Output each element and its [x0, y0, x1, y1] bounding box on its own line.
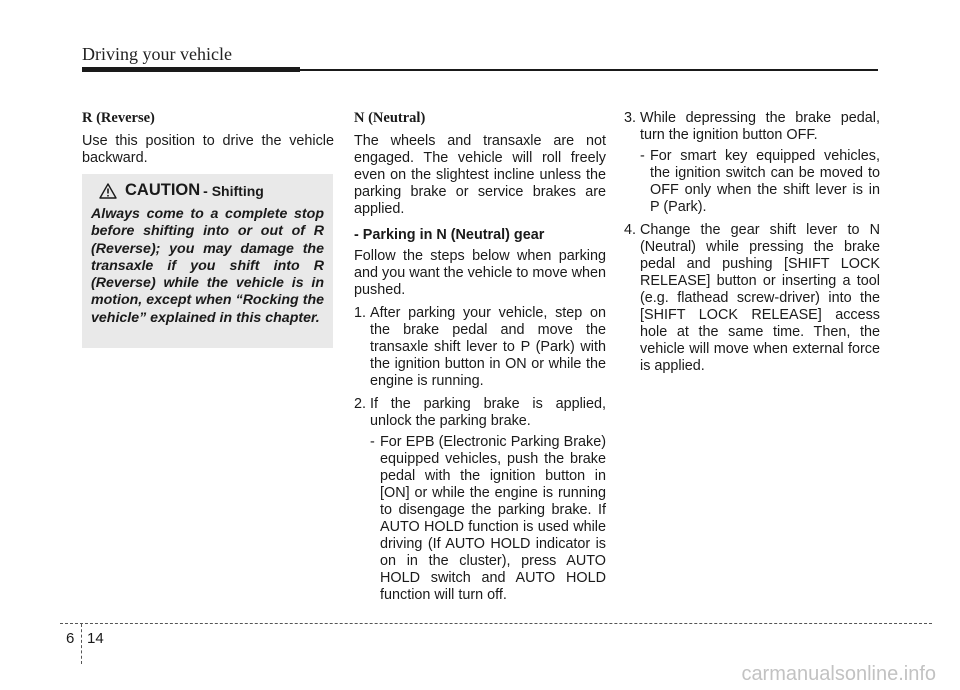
step-3-text: While depressing the brake pedal, turn the ignition button OFF. — [640, 110, 880, 143]
header-rule-thin — [300, 69, 878, 71]
step-2 — [354, 396, 606, 430]
footer-rule — [60, 623, 932, 624]
step-3 — [624, 110, 880, 144]
caution-text: Always come to a complete stop before shifting into or out of R (Reverse); you may damage the transaxle if you shift into R (Reverse) while the vehicle is in motion, except when “Rocking the vehicle” explained in this chapter. — [91, 206, 324, 326]
step-1-text: After parking your vehicle, step on the brake pedal and move the transaxle shift lever to P (Park) with the ignition button in ON or while the engine is running. — [370, 305, 606, 389]
reverse-heading: R (Reverse) — [82, 110, 155, 126]
step-3-note-text: For smart key equipped vehicles, the ignition switch can be moved to OFF only when the shift lever is in P (Park). — [650, 148, 880, 215]
column-neutral — [354, 110, 606, 604]
step-2-text: If the parking brake is applied, unlock the parking brake. — [370, 396, 606, 429]
footer-divider — [81, 624, 82, 664]
step-2-number: 2. — [354, 396, 367, 412]
reverse-body: Use this position to drive the vehicle backward. — [82, 133, 334, 166]
step-3-note — [640, 148, 880, 216]
step-3-number: 3. — [624, 110, 637, 126]
caution-box — [82, 174, 333, 348]
step-3-note-dash: - — [640, 148, 645, 164]
neutral-body: The wheels and transaxle are not engaged. The vehicle will roll freely even on the slightest incline unless the parking brake or service brakes are applied. — [354, 133, 606, 217]
page-header-title: Driving your vehicle — [82, 44, 232, 64]
column-reverse — [82, 110, 334, 167]
step-1-number: 1. — [354, 305, 367, 321]
step-4-number: 4. — [624, 222, 637, 238]
watermark: carmanualsonline.info — [741, 663, 936, 685]
step-2-note — [370, 434, 606, 604]
parking-neutral-subheading: - Parking in N (Neutral) gear — [354, 227, 545, 243]
step-2-note-dash: - — [370, 434, 375, 450]
step-4 — [624, 222, 880, 375]
header-rule-thick — [82, 67, 300, 72]
parking-intro: Follow the steps below when parking and you want the vehicle to move when pushed. — [354, 248, 606, 298]
step-4-text: Change the gear shift lever to N (Neutral) while pressing the brake pedal and pushing [SHIFT LOCK RELEASE] button or inserting a tool (e.g. flathead screw-driver) into the [SHIFT LOCK RELEASE] access hole at the same time. Then, the vehicle will move when external force is applied. — [640, 222, 880, 374]
step-2-note-text: For EPB (Electronic Parking Brake) equipped vehicles, push the brake pedal with the ignition button in [ON] or while the engine is running to disengage the parking brake. If AUTO HOLD function is used while driving (If AUTO HOLD indicator is on in the cluster), press AUTO HOLD switch and AUTO HOLD function will turn off. — [380, 434, 606, 603]
neutral-heading: N (Neutral) — [354, 110, 426, 126]
chapter-number: 6 — [66, 630, 75, 647]
warning-triangle-icon — [99, 183, 117, 199]
column-steps-continued — [624, 110, 880, 375]
page-number: 14 — [87, 630, 104, 647]
step-1 — [354, 305, 606, 390]
caution-subtitle: - Shifting — [203, 182, 264, 199]
caution-label: CAUTION — [125, 181, 201, 199]
caution-header — [99, 181, 324, 200]
